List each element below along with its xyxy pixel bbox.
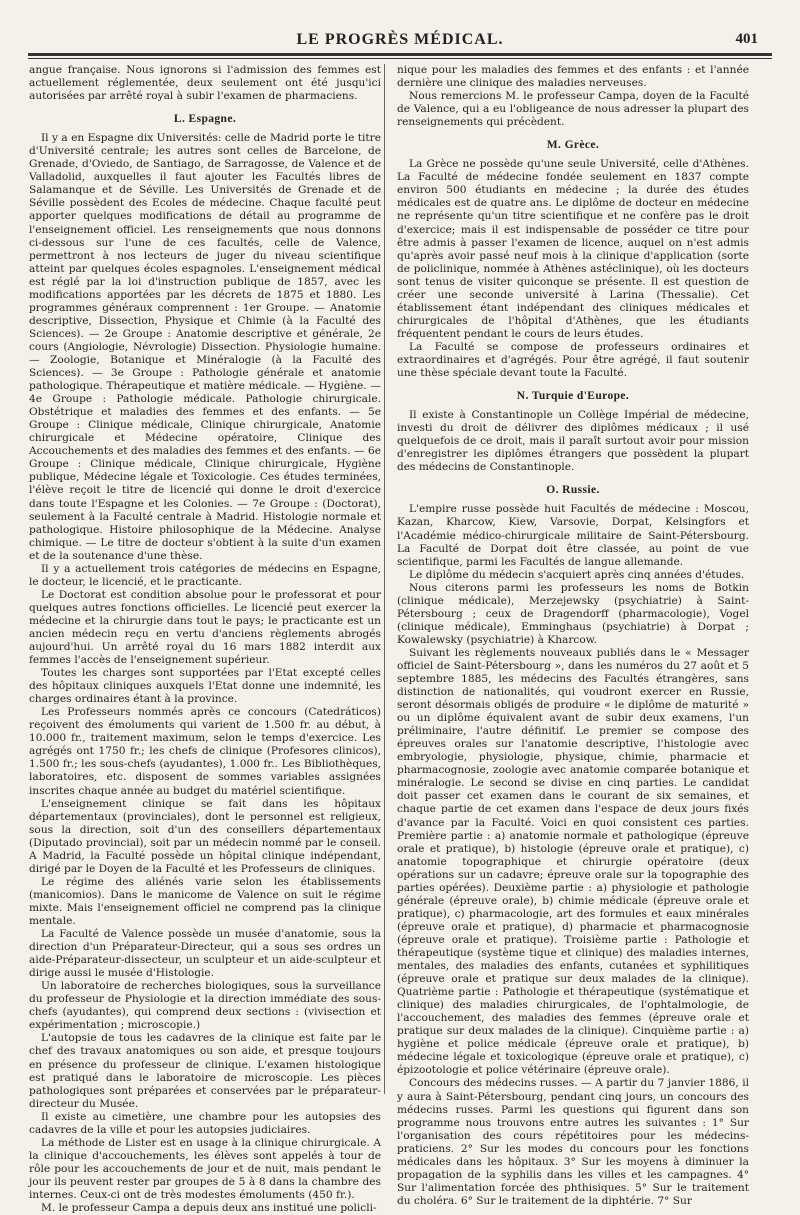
paragraph: Nous remercions M. le professeur Campa, doyen de la Faculté de Valence, qui a eu l'obligeance de nous adresser la plupart des renseignements qui précèdent.	[397, 90, 749, 129]
section-heading-greece: M. Grèce.	[546, 139, 600, 152]
paragraph: Il existe au cimetière, une chambre pour les autopsies des cadavres de la ville et pour les autopsies judiciaires.	[29, 1110, 381, 1136]
paragraph: M. le professeur Campa a depuis deux ans institué une policli-	[41, 1202, 377, 1215]
running-header: LE PROGRÈS MÉDICAL.	[296, 31, 504, 48]
paragraph: Il y a en Espagne dix Universités: celle de Madrid porte le titre d'Université centrale; les autres sont celles de Barcelone, de Grenade, d'Oviedo, de Santiago, de Sarragosse, de Valence et de Valladolid, auxquelles il faut ajouter les Facultés libres de Salamanque et de Séville. Les Universités de Grenade et de Séville possèdent des Ecoles de médecine. Chaque faculté peut apporter quelques modifications de détail au programme de l'enseignement officiel. Les renseignements que nous donnons ci-dessous sur l'une de ces facultés, celle de Valence, permettront à nos lecteurs de juger du niveau scientifique atteint par quelques écoles espagnoles. L'enseignement médical est réglé par la loi d'instruction publique de 1857, avec les modifications apportées par les décrets de 1875 et 1880. Les programmes généraux comprennent : 1er Groupe. — Anatomie descriptive, Dissection, Physique et Chimie (à la Faculté des Sciences). — 2e Groupe : Anatomie descriptive et générale, 2e cours (Angiologie, Névrologie) Dissection. Physiologie humaine. — Zoologie, Botanique et Minéralogie (à la Faculté des Sciences). — 3e Groupe : Pathologie générale et anatomie pathologique. Thérapeutique et matière médicale. — Hygiène. — 4e Groupe : Pathologie médicale. Pathologie chirurgicale. Obstétrique et maladies des femmes et des enfants. — 5e Groupe : Clinique médicale, Clinique chirurgicale, Anatomie chirurgicale et Médecine opératoire, Clinique des Accouchements et des maladies des femmes et des enfants. — 6e Groupe : Clinique médicale, Clinique chirurgicale, Hygiène publique, Médecine légale et Toxicologie. Ces études terminées, l'élève reçoit le titre de licencié qui donne le droit d'exercice dans toute l'Espagne et les Colonies. — 7e Groupe : (Doctorat), seulement à la Faculté centrale à Madrid. Histologie normale et pathologique. Histoire philosophique de la Médecine. Analyse chimique. — Le titre de docteur s'obtient à la suite d'un examen et de la soutenance d'une thèse.	[29, 132, 381, 562]
paragraph: nique pour les maladies des femmes et des enfants : et l'année dernière une clinique des maladies nerveuses.	[397, 64, 749, 90]
section-heading-spain: L. Espagne.	[173, 113, 237, 126]
paragraph: angue française. Nous ignorons si l'admission des femmes est actuellement réglementée, deux seulement ont été jusqu'ici autorisées par arrêté royal à subir l'examen de pharmaciens.	[29, 64, 381, 103]
page-number: 401	[735, 31, 758, 47]
paragraph: La Grèce ne possède qu'une seule Université, celle d'Athènes. La Faculté de médecine fondée seulement en 1837 compte environ 500 étudiants en médecine ; la durée des études médicales est de quatre ans. Le diplôme de docteur en médecine ne représente qu'un titre scientifique et ne confère pas le droit d'exercice; mais il est indispensable de posséder ce titre pour être admis à passer l'examen de licence, auquel on n'est admis qu'après avoir passé neuf mois à la clinique d'application (sorte de policlinique, nommée à Athènes astéclinique), où les docteurs sont tenus de visiter quiconque se présente. Il est question de créer une seconde université à Larina (Thessalie). Cet établissement étant indépendant des cliniques médicales et chirurgicales de l'hôpital d'Athènes, que les étudiants fréquentent pendant le cours de leurs études.	[397, 158, 749, 340]
paragraph: Il existe à Constantinople un Collège Impérial de médecine, investi du droit de délivrer des diplômes médicaux ; il usé quelquefois de ce droit, mais il paraît surtout avoir pour mission d'enregistrer les diplômes étrangers que possèdent la plupart des médecins de Constantinople.	[397, 409, 749, 474]
paragraph: Concours des médecins russes. — A partir du 7 janvier 1886, il y aura à Saint-Pétersbourg, pendant cinq jours, un concours des médecins russes. Parmi les questions qui figurent dans son programme nous trouvons entre autres les suivantes : 1° Sur l'organisation des cours répétitoires pour les médecins-praticiens. 2° Sur les modes du concours pour les fonctions médicales dans les hôpitaux. 3° Sur les moyens à diminuer la propagation de la syphilis dans les villes et les campagnes. 4° Sur l'alimentation forcée des phthisiques. 5° Sur le traitement du choléra. 6° Sur le traitement de la diphtérie. 7° Sur	[397, 1077, 749, 1207]
paragraph: Nous citerons parmi les professeurs les noms de Botkin (clinique médicale), Merzejewsky (psychiatrie) à Saint-Pétersbourg ; ceux de Dragendorff (pharmacologie), Vogel (clinique médicale), Emminghaus (psychiatrie) à Dorpat ; Kowalewsky (psychiatrie) à Kharcow.	[397, 581, 749, 646]
paragraph: L'empire russe possède huit Facultés de médecine : Moscou, Kazan, Kharcow, Kiew, Varsovie, Dorpat, Kelsingfors et l'Académie médico-chirurgicale militaire de Saint-Pétersbourg. La Faculté de Dorpat doit être classée, au point de vue scientifique, parmi les Facultés de langue allemande.	[397, 503, 749, 568]
right-column	[397, 64, 749, 1208]
paragraph: La Faculté de Valence possède un musée d'anatomie, sous la direction d'un Préparateur-Directeur, qui a sous ses ordres un aide-Préparateur-dissecteur, un sculpteur et un aide-sculpteur et dirige aussi le musée d'Histologie.	[29, 928, 381, 980]
header-rule-thick	[28, 53, 772, 56]
paragraph: L'enseignement clinique se fait dans les hôpitaux départementaux (provinciales), dont le personnel est religieux, sous la direction, soit d'un des conseillers départementaux (Diputado provincial), soit par un médecin nommé par le conseil. A Madrid, la Faculté possède un hôpital clinique indépendant, dirigé par le Doyen de la Faculté et les Professeurs de cliniques.	[29, 797, 381, 875]
column-divider	[384, 64, 385, 1094]
paragraph: Un laboratoire de recherches biologiques, sous la surveillance du professeur de Physiologie et la direction immédiate des sous-chefs (ayudantes), qui comprend deux sections : (vivisection et expérimentation ; microscopie.)	[29, 980, 381, 1032]
paragraph: Suivant les règlements nouveaux publiés dans le « Messager officiel de Saint-Pétersbourg », dans les numéros du 27 août et 5 septembre 1885, les médecins des Facultés étrangères, sans distinction de nationalités, qui voudront exercer en Russie, seront désormais obligés de produire « le diplôme de maturité » ou un diplôme équivalent avant de subir deux examens, l'un préliminaire, l'autre définitif. Le premier se compose des épreuves orales sur l'anatomie descriptive, l'histologie avec embryologie, physiologie, physique, chimie, pharmacie et pharmacognosie, zoologie avec anatomie comparée botanique et minéralogie. Le second se divise en cinq parties. Le candidat doit passer cet examen dans le courant de six semaines, et chaque partie de cet examen dans l'espace de deux jours fixés d'avance par la Faculté. Voici en quoi consistent ces parties. Première partie : a) anatomie normale et pathologique (épreuve orale et pratique), b) histologie (épreuve orale et pratique), c) anatomie topographique et chirurgie opératoire (deux opérations sur un cadavre; épreuve orale sur la topographie des parties opérées). Deuxième partie : a) physiologie et pathologie générale (épreuve orale), b) chimie médicale (épreuve orale et pratique), c) pharmacologie, art des formules et eaux minérales (épreuve orale et pratique), d) pharmacie et pharmacognosie (épreuve orale et pratique). Troisième partie : Pathologie et thérapeutique (système tique et clinique) des maladies internes, mentales, des maladies des enfants, cutanées et syphilitiques (épreuve orale et pratique sur deux malades de la clinique). Quatrième partie : Pathologie et thérapeutique (systématique et clinique) des maladies chirurgicales, de l'ophtalmologie, de l'accouchement, des maladies des femmes (épreuve orale et pratique sur deux malades de la clinique). Cinquième partie : a) hygiène et police médicale (épreuve orale et pratique), b) médecine légale et toxicologique (épreuve orale et pratique), c) épizootologie et police vétérinaire (épreuve orale).	[397, 646, 749, 1077]
header-rule-thin	[28, 58, 772, 59]
section-heading-russia: O. Russie.	[546, 484, 600, 497]
section-heading-turkey: N. Turquie d'Europe.	[516, 390, 630, 403]
paragraph: Il y a actuellement trois catégories de médecins en Espagne, le docteur, le licencié, et le practicante.	[29, 562, 381, 588]
paragraph: L'autopsie de tous les cadavres de la clinique est faite par le chef des travaux anatomiques ou son aide, et presque toujours en présence du professeur de clinique. L'examen histologique est pratiqué dans le laboratoire de microscopie. Les pièces pathologiques sont préparées et conservées par le préparateur-directeur du Musée.	[29, 1032, 381, 1110]
left-column	[29, 64, 381, 1215]
paragraph: Le diplôme du médecin s'acquiert après cinq années d'études.	[409, 568, 745, 581]
paragraph: Le régime des aliénés varie selon les établissements (manicomios). Dans le manicome de Valence on suit le régime mixte. Mais l'enseignement officiel ne comprend pas la clinique mentale.	[29, 875, 381, 927]
paragraph: La Faculté se compose de professeurs ordinaires et extraordinaires et d'agrégés. Pour être agrégé, il faut soutenir une thèse spéciale devant toute la Faculté.	[397, 340, 749, 380]
paragraph: Les Professeurs nommés après ce concours (Catedráticos) reçoivent des émoluments qui varient de 1.500 fr. au début, à 10.000 fr., traitement maximum, selon le temps d'exercice. Les agrégés ont 1750 fr.; les chefs de clinique (Profesores clinicos), 1.500 fr.; les sous-chefs (ayudantes), 1.000 fr.. Les Bibliothèques, laboratoires, etc. disposent de sommes variables assignées inscrites chaque année au budget du matériel scientifique.	[29, 706, 381, 797]
paragraph: Toutes les charges sont supportées par l'Etat excepté celles des hôpitaux cliniques auxquels l'Etat donne une indemnité, les charges ordinaires étant à la province.	[29, 667, 381, 706]
paragraph: Le Doctorat est condition absolue pour le professorat et pour quelques autres fonctions officielles. Le licencié peut exercer la médecine et la chirurgie dans tout le pays; le practicante est un ancien médecin reçu en vertu d'anciens règlements abrogés aujourd'hui. Un arrêté royal du 16 mars 1882 interdit aux femmes l'accès de l'enseignement supérieur.	[29, 588, 381, 667]
paragraph: La méthode de Lister est en usage à la clinique chirurgicale. A la clinique d'accouchements, les élèves sont appelés à tour de rôle pour les accouchements de jour et de nuit, mais pendant le jour ils peuvent rester par groupes de 5 à 8 dans la chambre des internes. Ceux-ci ont de très modestes émoluments (450 fr.).	[29, 1136, 381, 1201]
